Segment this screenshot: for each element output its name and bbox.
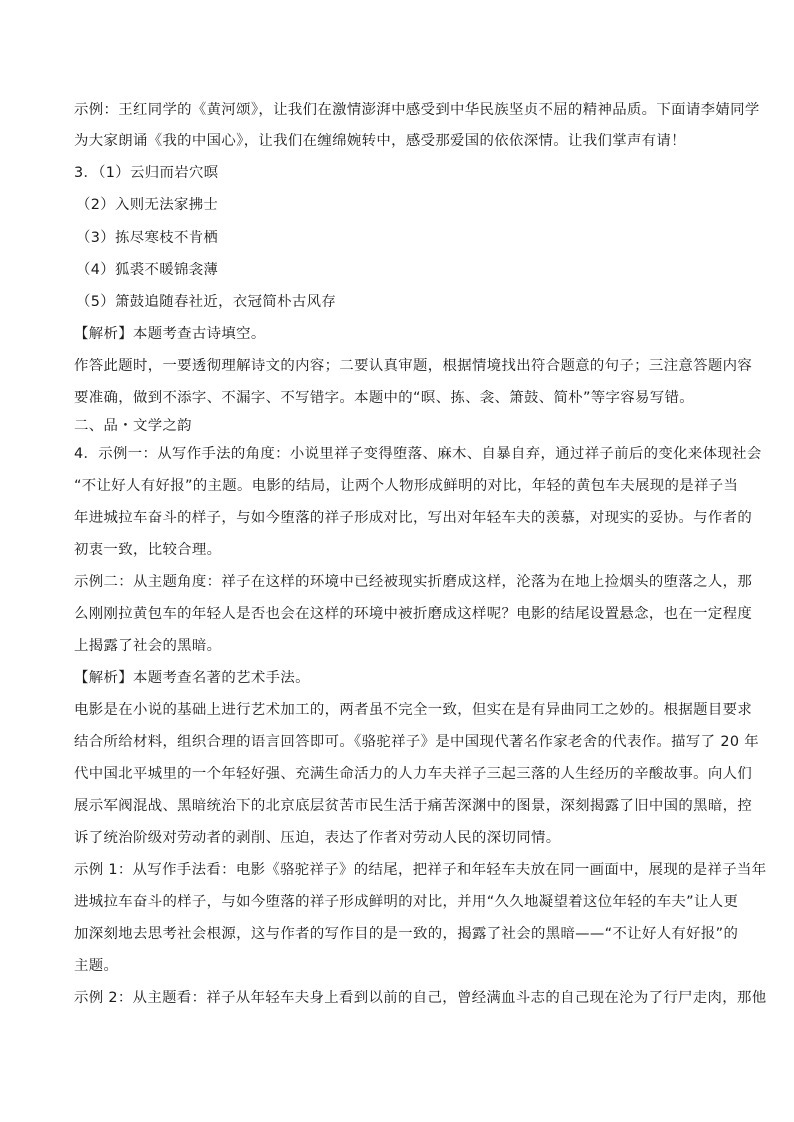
text-line: 示例 2：从主题看：祥子从年轻车夫身上看到以前的自己，曾经满血斗志的自己现在沦为了行尸走肉，那他 xyxy=(74,990,767,1006)
text-line: 展示军阀混战、黑暗统治下的北京底层贫苦市民生活于痛苦深渊中的图景，深刻揭露了旧中国的黑暗，控 xyxy=(74,798,753,814)
text-line: 年进城拉车奋斗的样子，与如今堕落的祥子形成对比，写出对年轻车夫的羡慕，对现实的妥协。与作者的 xyxy=(74,510,753,526)
text-line: 初衷一致，比较合理。 xyxy=(74,542,222,558)
text-line: 示例：王红同学的《黄河颂》，让我们在激情澎湃中感受到中华民族坚贞不屈的精神品质。下面请李婧同学 xyxy=(74,102,760,118)
analysis-heading: 【解析】本题考查名著的艺术手法。 xyxy=(74,670,310,686)
text-line: 加深刻地去思考社会根源，这与作者的写作目的是一致的，揭露了社会的黑暗——“不让好人有好报”的 xyxy=(74,926,739,942)
text-line: 主题。 xyxy=(74,958,119,974)
answer-line: （4）狐裘不暖锦衾薄 xyxy=(76,262,219,278)
answer-line: （2）入则无法家拂士 xyxy=(76,197,219,213)
text-line: 诉了统治阶级对劳动者的剥削、压迫，表达了作者对劳动人民的深切同情。 xyxy=(74,830,561,846)
analysis-heading: 【解析】本题考查古诗填空。 xyxy=(74,326,266,342)
text-line: 示例 1：从写作手法看：电影《骆驼祥子》的结尾，把祥子和年轻车夫放在同一画面中，展现的是祥子当年 xyxy=(74,862,767,878)
text-line: 电影是在小说的基础上进行艺术加工的，两者虽不完全一致，但实在是有异曲同工之妙的。根据题目要求 xyxy=(74,702,753,718)
section-heading: 二、品・文学之韵 xyxy=(74,418,192,434)
text-line: 结合所给材料，组织合理的语言回答即可。《骆驼祥子》是中国现代著名作家老舍的代表作。描写了 20 年 xyxy=(74,734,759,750)
text-line: 进城拉车奋斗的样子，与如今堕落的祥子形成鲜明的对比，并用“久久地凝望着这位年轻的车夫”让人更 xyxy=(74,894,739,910)
text-line: 要准确，做到不添字、不漏字、不写错字。本题中的“暝、拣、衾、箫鼓、简朴”等字容易写错。 xyxy=(74,390,694,406)
text-line: 么刚刚拉黄包车的年轻人是否也会在这样的环境中被折磨成这样呢？电影的结尾设置悬念，也在一定程度 xyxy=(74,606,753,622)
text-line: 4．示例一：从写作手法的角度：小说里祥子变得堕落、麻木、自暴自弃，通过祥子前后的变化来体现社会 xyxy=(74,446,762,462)
answer-line: （3）拣尽寒枝不肯栖 xyxy=(76,230,219,246)
text-line: 上揭露了社会的黑暗。 xyxy=(74,638,222,654)
text-line: 为大家朗诵《我的中国心》，让我们在缠绵婉转中，感受那爱国的依依深情。让我们掌声有请！ xyxy=(74,133,686,149)
answer-number-line: 3．（1）云归而岩穴暝 xyxy=(74,165,219,181)
text-line: 代中国北平城里的一个年轻好强、充满生命活力的人力车夫祥子三起三落的人生经历的辛酸故事。向人们 xyxy=(74,766,753,782)
answer-line: （5）箫鼓追随春社近，衣冠简朴古风存 xyxy=(76,294,337,310)
text-line: “不让好人有好报”的主题。电影的结局，让两个人物形成鲜明的对比，年轻的黄包车夫展现的是祥子当 xyxy=(74,478,739,494)
text-line: 示例二：从主题角度：祥子在这样的环境中已经被现实折磨成这样，沦落为在地上捡烟头的堕落之人，那 xyxy=(74,574,753,590)
text-line: 作答此题时，一要透彻理解诗文的内容；二要认真审题，根据情境找出符合题意的句子；三注意答题内容 xyxy=(74,358,753,374)
